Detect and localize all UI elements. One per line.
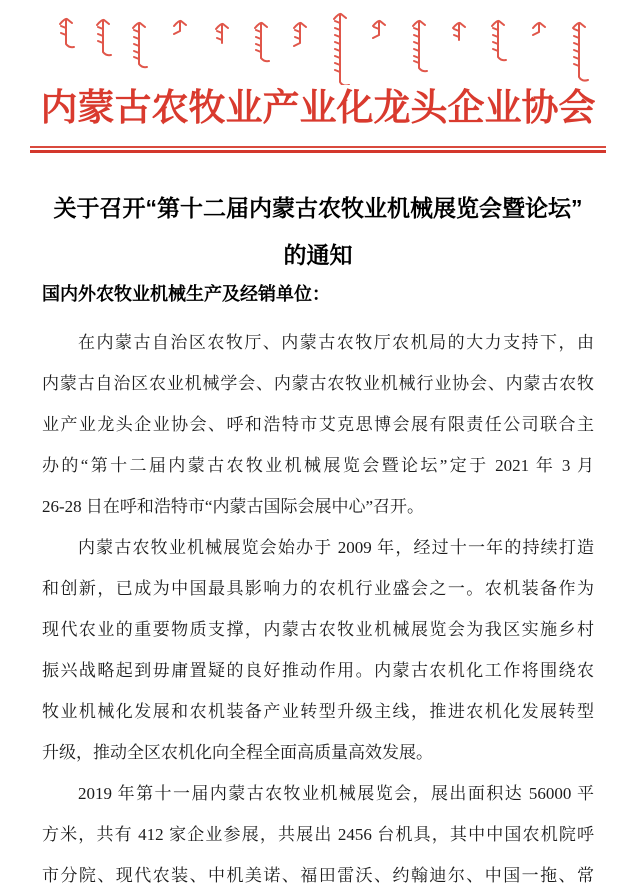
text-line: 和创新，已成为中国最具影响力的农机行业盛会之一。农机装备作为 [42,579,594,598]
mongolian-word [294,23,306,46]
text-line: 市分院、现代农装、中机美诺、福田雷沃、约翰迪尔、中国一拖、常 [42,866,594,885]
text-line: 现代农业的重要物质支撑，内蒙古农牧业机械展览会为我区实施乡村 [42,620,594,639]
mongolian-word [573,23,588,81]
association-name: 内蒙古农牧业产业化龙头企业协会 [40,88,596,129]
text-line: 办的“第十二届内蒙古农牧业机械展览会暨论坛”定于 2021 年 3 月 [42,456,594,475]
text-line: 牧业机械化发展和农机装备产业转型升级主线，推进农机化发展转型 [42,702,594,721]
mongolian-word [60,19,74,47]
mongolian-word [255,23,269,61]
paragraph-3 [42,773,594,893]
letterhead-divider [30,146,606,153]
letterhead [0,0,636,153]
mongolian-word [334,14,349,85]
mongolian-word [453,23,465,40]
notice-body [0,185,636,893]
mongolian-word [492,21,506,60]
notice-title-line1: 关于召开“第十二届内蒙古农牧业机械展览会暨论坛” [53,195,583,221]
mongolian-word [413,21,427,71]
text-line: 内蒙古农牧业机械展览会始办于 2009 年，经过十一年的持续打造 [78,538,594,557]
text-line: 26-28 日在呼和浩特市“内蒙古国际会展中心”召开。 [42,497,425,516]
mongolian-word [533,23,545,35]
text-line: 升级，推动全区农机化向全程全面高质量高效发展。 [42,743,433,762]
divider-thick-line [30,150,606,153]
mongolian-word [373,21,385,38]
notice-title [0,185,636,279]
text-line: 方米，共有 412 家企业参展，共展出 2456 台机具，其中中国农机院呼 [42,825,594,844]
text-line: 振兴战略起到毋庸置疑的良好推动作用。内蒙古农机化工作将围绕农 [42,661,594,680]
mongolian-word [97,20,111,55]
text-line: 内蒙古自治区农业机械学会、内蒙古农牧业机械行业协会、内蒙古农牧 [42,374,594,393]
text-line: 业产业龙头企业协会、呼和浩特市艾克思博会展有限责任公司联合主 [42,415,594,434]
paragraph-1 [42,322,594,527]
notice-title-line2: 的通知 [283,242,353,268]
mongolian-word [174,21,186,34]
mongolian-word [133,23,147,67]
paragraph-2 [42,527,594,773]
mongolian-script-banner [0,0,636,85]
salutation: 国内外农牧业机械生产及经销单位： [42,284,330,304]
mongolian-word [216,24,228,43]
notice-paragraphs [42,322,594,893]
text-line: 2019 年第十一届内蒙古农牧业机械展览会，展出面积达 56000 平 [78,784,594,803]
text-line: 在内蒙古自治区农牧厅、内蒙古农牧厅农机局的大力支持下，由 [78,333,594,352]
